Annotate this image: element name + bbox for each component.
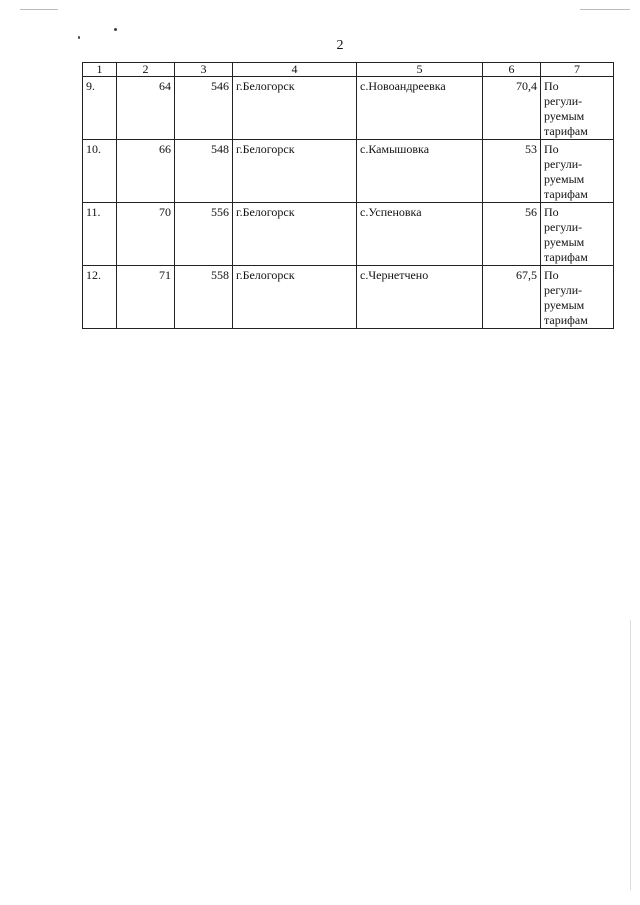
cell-value: 70,4 [483,77,541,140]
cell-value: 56 [483,203,541,266]
cell-col2: 64 [117,77,175,140]
cell-village: с.Новоандреевка [357,77,483,140]
tariff-line: тарифам [544,187,588,201]
tariff-line: руемым [544,109,585,123]
row-number: 9. [83,77,117,140]
row-number: 12. [83,266,117,329]
cell-col3: 548 [175,140,233,203]
tariff-line: тарифам [544,250,588,264]
cell-col2: 66 [117,140,175,203]
table-row [83,203,614,266]
cell-city: г.Белогорск [233,77,357,140]
cell-col3: 556 [175,203,233,266]
cell-city: г.Белогорск [233,203,357,266]
tariff-line: регули- [544,283,583,297]
cell-value: 67,5 [483,266,541,329]
tariff-line: По [544,205,559,219]
tariff-line: тарифам [544,124,588,138]
scan-speck [114,28,117,31]
table-row [83,266,614,329]
tariff-line: регули- [544,220,583,234]
tariff-line: По [544,142,559,156]
scan-edge-right [630,620,631,890]
cell-tariff [541,203,614,266]
tariff-line: По [544,268,559,282]
cell-col3: 558 [175,266,233,329]
cell-tariff [541,266,614,329]
tariff-line: руемым [544,298,585,312]
cell-col3: 546 [175,77,233,140]
row-number: 10. [83,140,117,203]
data-table [82,62,614,329]
scan-edge-top [20,9,58,10]
cell-tariff [541,140,614,203]
column-header-2: 2 [117,63,175,77]
cell-city: г.Белогорск [233,140,357,203]
column-header-3: 3 [175,63,233,77]
table-row [83,140,614,203]
column-header-6: 6 [483,63,541,77]
table-header-row [83,63,614,77]
cell-tariff [541,77,614,140]
cell-col2: 71 [117,266,175,329]
tariff-line: регули- [544,94,583,108]
tariff-line: регули- [544,157,583,171]
table-row [83,77,614,140]
cell-village: с.Успеновка [357,203,483,266]
cell-village: с.Чернетчено [357,266,483,329]
cell-col2: 70 [117,203,175,266]
row-number: 11. [83,203,117,266]
tariff-line: тарифам [544,313,588,327]
column-header-5: 5 [357,63,483,77]
cell-city: г.Белогорск [233,266,357,329]
scan-edge-top-right [580,9,630,10]
tariff-line: руемым [544,235,585,249]
tariff-line: По [544,79,559,93]
tariff-line: руемым [544,172,585,186]
column-header-4: 4 [233,63,357,77]
cell-value: 53 [483,140,541,203]
page-number: 2 [336,38,344,53]
column-header-1: 1 [83,63,117,77]
cell-village: с.Камышовка [357,140,483,203]
column-header-7: 7 [541,63,614,77]
